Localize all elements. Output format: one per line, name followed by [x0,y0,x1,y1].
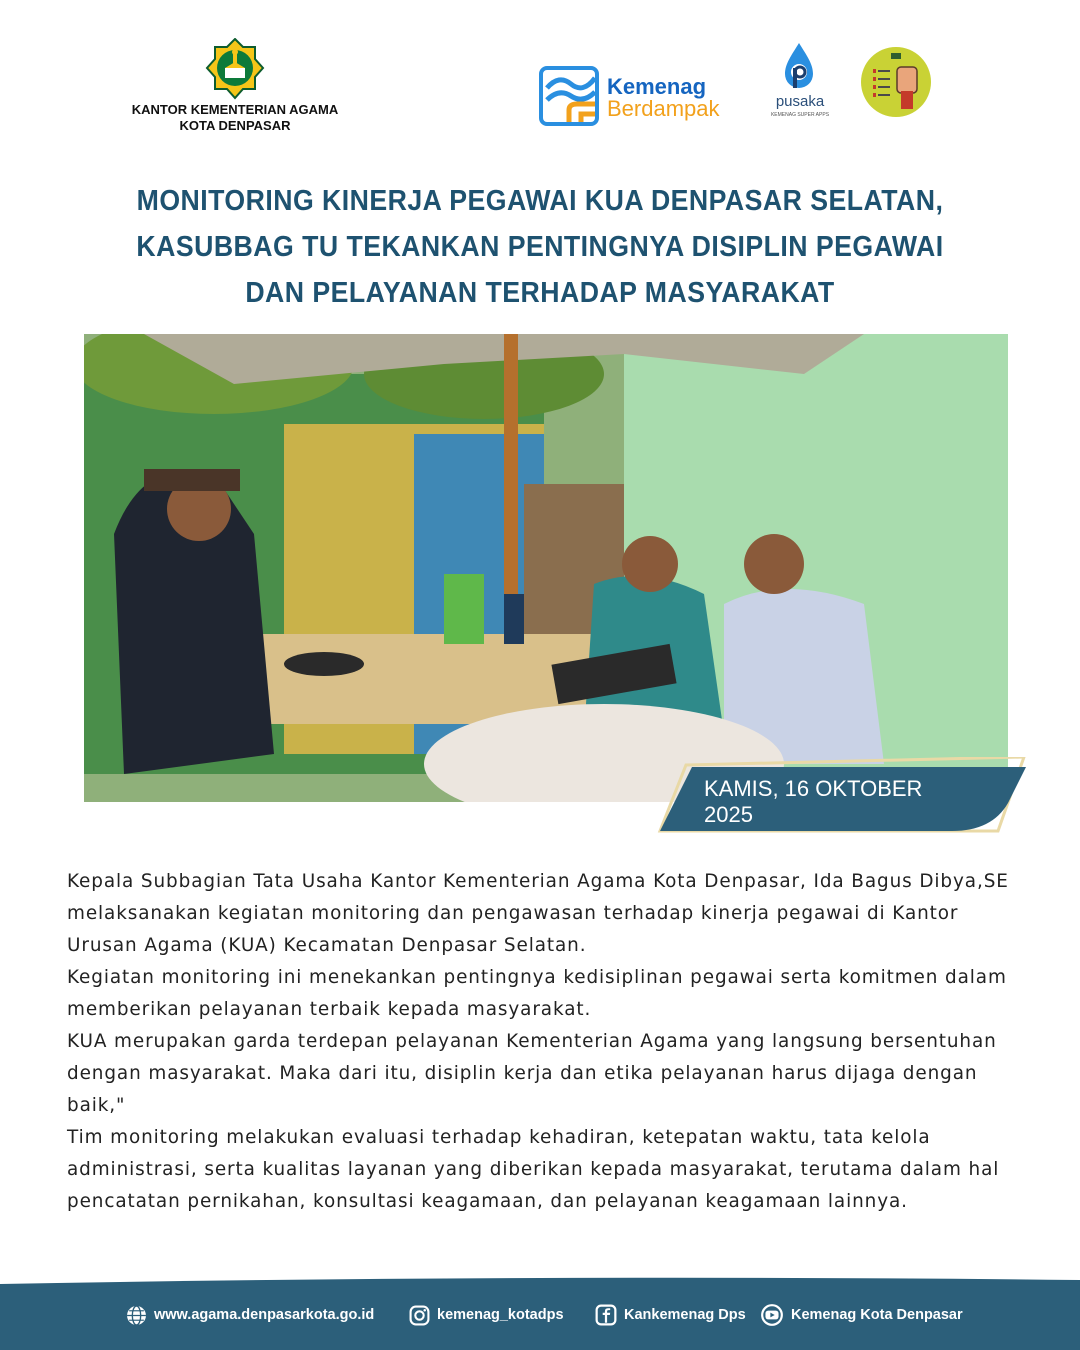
raised-fist-icon [861,47,931,117]
footer-instagram-text: kemenag_kotadps [437,1307,564,1323]
footer-website[interactable] [126,1302,374,1328]
meeting-photo [84,334,1008,802]
berdampak-line2: Berdampak [607,96,720,121]
office-name-line2: KOTA DENPASAR [179,118,291,133]
kemenag-emblem-icon [203,38,267,100]
instagram-icon [409,1305,430,1326]
article-paragraph: KUA merupakan garda terdepan pelayanan Kementerian Agama yang langsung bersentuhan dengan masyarakat. Maka dari itu, disiplin kerja dan etika pelayanan harus dijaga dengan baik," [67,1031,997,1116]
footer-facebook-text: Kankemenag Dps [624,1307,746,1323]
date-label: KAMIS, 16 OKTOBER 2025 [704,776,923,827]
facebook-icon [595,1304,617,1326]
office-name-line1: KANTOR KEMENTERIAN AGAMA [131,102,339,117]
article-paragraph: Tim monitoring melakukan evaluasi terhadap kehadiran, ketepatan waktu, tata kelola administrasi, serta kualitas layanan yang diberikan kepada masyarakat, terutama dalam hal pencatatan pernikahan, konsultasi keagamaan, dan pelayanan keagamaan lainnya. [67,1127,1000,1212]
footer-instagram[interactable] [409,1302,564,1328]
page-title: MONITORING KINERJA PEGAWAI KUA DENPASAR SELATAN, KASUBBAG TU TEKANKAN PENTINGNYA DISIPLIN PEGAWAI DAN PELAYANAN TERHADAP MASYARAKAT [136,185,944,309]
globe-icon [126,1305,147,1326]
program-seal-logo [861,47,931,117]
article-paragraph: Kepala Subbagian Tata Usaha Kantor Kementerian Agama Kota Denpasar, Ida Bagus Dibya,SE melaksanakan kegiatan monitoring dan pengawasan terhadap kinerja pegawai di Kantor Urusan Agama (KUA) Kecamatan Denpasar Selatan. [67,871,1009,956]
berdampak-line1: Kemenag [607,74,707,99]
meeting-photo-illustration [84,334,1008,802]
footer-facebook[interactable] [595,1302,746,1328]
kemenag-berdampak-logo [539,66,739,128]
header [0,0,1080,150]
footer-youtube[interactable] [760,1302,963,1328]
pusaka-drop-icon [782,42,816,92]
article-paragraph: Kegiatan monitoring ini menekankan pentingnya kedisiplinan pegawai serta komitmen dalam memberikan pelayanan terbaik kepada masyarakat. [67,967,1007,1020]
office-name [110,102,360,134]
berdampak-icon [539,66,599,126]
footer-website-text: www.agama.denpasarkota.go.id [154,1307,375,1323]
youtube-icon [760,1304,784,1326]
pusaka-text: pusaka [775,93,825,110]
article-body [67,866,1027,1218]
footer-youtube-text: Kemenag Kota Denpasar [791,1307,963,1323]
pusaka-subtitle: KEMENAG SUPER APPS [770,112,830,118]
pusaka-logo [764,42,836,124]
